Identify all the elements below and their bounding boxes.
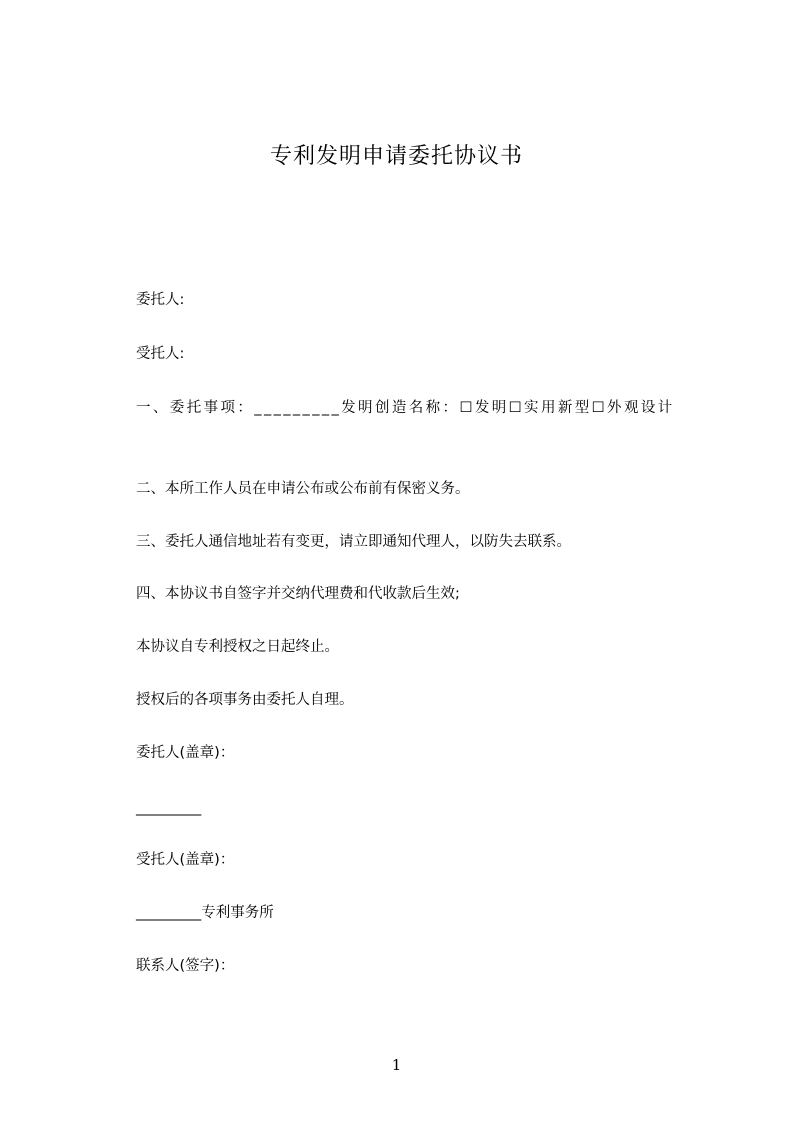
contact-signature-label: 联系人(签字)： [136, 958, 235, 974]
agent-line: 受托人: [136, 346, 185, 362]
principal-line: 委托人: [136, 292, 185, 308]
page-number: 1 [391, 1056, 402, 1074]
clause-2-confidentiality: 二、本所工作人员在申请公布或公布前有保密义务。 [136, 481, 470, 497]
principal-seal-label: 委托人(盖章)： [136, 745, 235, 761]
document-title: 专利发明申请委托协议书 [269, 144, 523, 169]
termination-clause: 本协议自专利授权之日起终止。 [136, 639, 339, 655]
clause-1-entrusted-matters: 一、委托事项：_________发明创造名称：☐发明☐实用新型☐外观设计 [136, 400, 675, 416]
clause-4-effective-date: 四、本协议书自签字并交纳代理费和代收款后生效; [136, 586, 460, 602]
agent-firm-line: _________专利事务所 [136, 905, 274, 921]
principal-signature-blank: _________ [136, 800, 202, 816]
clause-3-address-change: 三、委托人通信地址若有变更，请立即通知代理人，以防失去联系。 [136, 534, 571, 550]
post-grant-affairs-line: 授权后的各项事务由委托人自理。 [136, 692, 354, 708]
agent-seal-label: 受托人(盖章)： [136, 852, 235, 868]
